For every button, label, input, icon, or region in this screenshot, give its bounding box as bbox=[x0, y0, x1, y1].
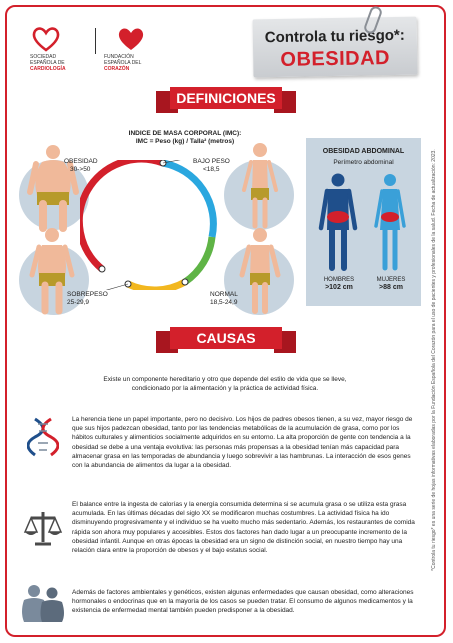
marker-obesidad bbox=[99, 266, 105, 272]
arc-sobrepeso bbox=[128, 282, 185, 290]
series-title: Controla tu riesgo*: bbox=[264, 26, 405, 47]
normal-man-icon bbox=[230, 225, 290, 317]
title-card bbox=[253, 17, 418, 78]
abdominal-subtitle: Perímetro abdominal bbox=[333, 159, 394, 166]
cause-paragraph-balance: El balance entre la ingesta de calorías y la energía consumida determina si se acumula grasa o se utiliza esta grasa acumulada. En las últimas décadas del siglo XX se modificaron muchas costumbres. La actividad física ha ido disminuyendo progresivamente y el individuo se ha vuelto mucho más sedentario. Además, los restaurantes de comida rápida son ahora muy populares y accesibles. Estos dos factores han dado lugar a un preocupante incremento de la obesidad infantil. Aunque en otras épocas la obesidad era un signo de distinción social, en nuestro tiempo hay una relación clara entre la proporción de obesos y el bajo estatus social. bbox=[72, 501, 415, 555]
logo-divider bbox=[95, 28, 96, 54]
page-title: OBESIDAD bbox=[280, 47, 391, 71]
definiciones-banner bbox=[170, 87, 282, 109]
sec-logo-text: SOCIEDAD ESPAÑOLA DE CARDIOLOGÍA bbox=[30, 54, 66, 72]
arc-obesidad bbox=[80, 160, 163, 269]
fec-logo-text: FUNDACIÓN ESPAÑOLA DEL CORAZÓN bbox=[104, 54, 142, 72]
definiciones-heading: DEFINICIONES bbox=[176, 90, 276, 106]
arc-bajo-peso bbox=[163, 163, 213, 237]
arc-normal bbox=[185, 237, 212, 282]
people-icon bbox=[20, 584, 66, 622]
scale-icon bbox=[23, 508, 63, 548]
obese-man-icon bbox=[22, 142, 84, 234]
side-note: *Controla tu riesgo* es una serie de hojas informativas elaboradas por la Fundación Española del Corazón para el uso de pacientes y profesionales de la salud. Fecha de actualización: 2023. bbox=[431, 149, 437, 571]
abdominal-panel bbox=[306, 138, 421, 306]
marker-normal bbox=[182, 279, 188, 285]
fec-heart-logo-icon bbox=[116, 26, 146, 52]
men-waist-label: HOMBRES >102 cm bbox=[323, 277, 355, 291]
dna-icon bbox=[27, 417, 59, 457]
imc-formula: INDICE DE MASA CORPORAL (IMC): IMC = Peso (kg) / Talla² (metros) bbox=[128, 130, 242, 145]
label-sobrepeso: SOBREPESO 25-29,9 bbox=[67, 291, 108, 306]
label-bajo-peso: BAJO PESO <18,5 bbox=[193, 158, 230, 173]
women-waist-label: MUJERES >88 cm bbox=[376, 277, 406, 291]
cause-paragraph-diseases: Además de factores ambientales y genéticos, existen algunas enfermedades que causan obesidad, como alteraciones hormonales o endocrinas que en la mayoría de los casos se pueden tratar. El consumo de algunos medicamentos y la existencia de enfermedad mental también pueden predisponer a la obesidad. bbox=[72, 589, 414, 615]
woman-silhouette-icon bbox=[370, 172, 410, 272]
label-obesidad: OBESIDAD 30->50 bbox=[64, 158, 98, 173]
abdominal-title: OBESIDAD ABDOMINAL bbox=[322, 148, 405, 155]
man-silhouette-icon bbox=[318, 172, 358, 272]
sec-heart-logo-icon bbox=[31, 26, 61, 52]
thin-man-icon bbox=[232, 140, 288, 232]
cause-paragraph-heredity: La herencia tiene un papel importante, pero no decisivo. Los hijos de padres obesos tienen, a su vez, mayor riesgo de que sus hijos padezcan obesidad, tanto por las tendencias metabólicas de la acumulación de grasa, como por los hábitos culturales y alimenticios socialmente adquiridos en su entorno. La alta proporción de gente con tendencia a la obesidad se debe a una ventaja evolutiva: las personas más propensas a la obesidad tenían más capacidad para almacenar grasa en las temporadas de abundancia y luego sobrevivir a las hambrunas. La interacción de esos genes con la abundancia de alimentos da lugar a la obesidad. bbox=[72, 416, 413, 470]
causas-intro: Existe un componente hereditario y otro que depende del estilo de vida que se lleve, condicionado por la alimentación y la práctica de actividad física. bbox=[103, 376, 347, 392]
causas-banner bbox=[170, 327, 282, 349]
imc-ring-chart bbox=[80, 160, 230, 290]
label-normal: NORMAL 18,5-24,9 bbox=[210, 291, 238, 306]
causas-heading: CAUSAS bbox=[196, 330, 256, 346]
